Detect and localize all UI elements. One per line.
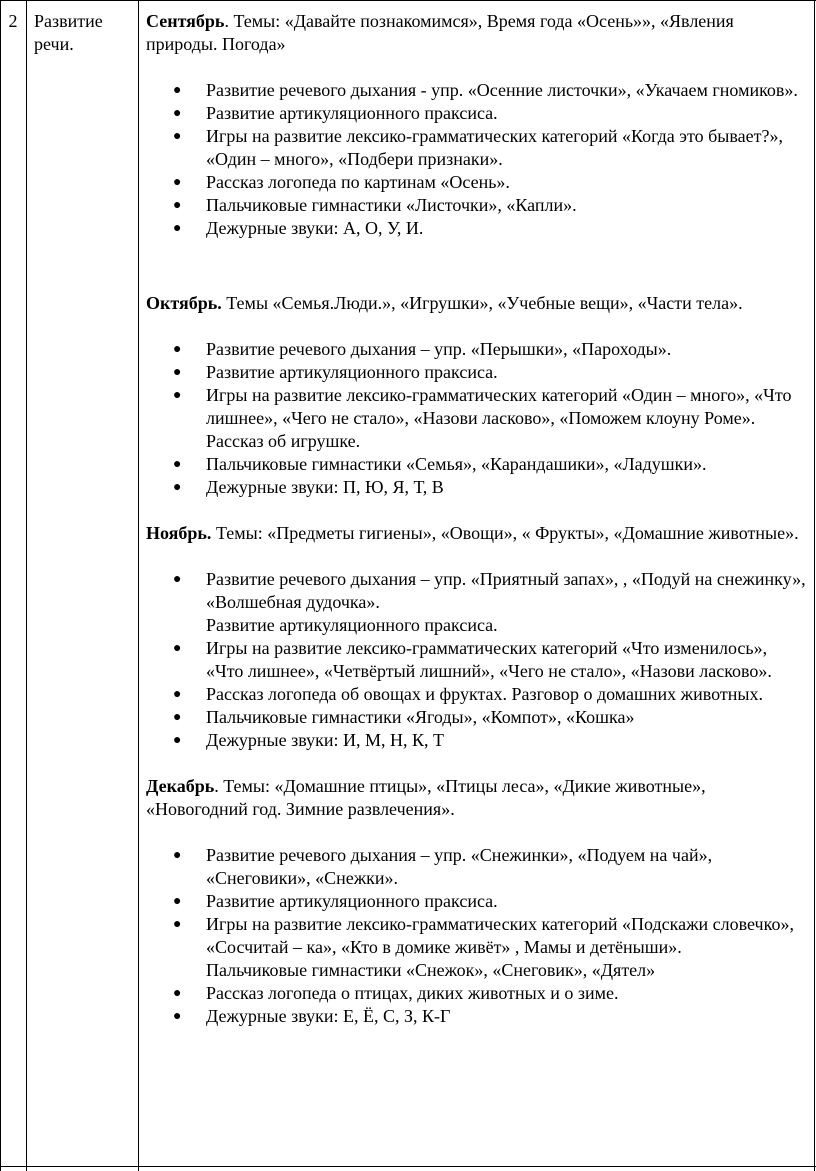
list-item: ● Рассказ логопеда об овощах и фруктах. Разговор о домашних животных. xyxy=(173,684,763,704)
row-number: 2 xyxy=(8,11,18,31)
column-divider-1 xyxy=(26,0,27,1171)
list-item: ● Дежурные звуки: А, О, У, И. xyxy=(173,218,424,238)
table-border-bottom xyxy=(0,1166,816,1167)
bullet-icon: ● xyxy=(173,457,182,472)
bullet-icon: ● xyxy=(173,917,182,932)
list-item: ● Дежурные звуки: П, Ю, Я, Т, В xyxy=(173,477,444,497)
bullet-icon: ● xyxy=(173,986,182,1001)
list-item: ● Развитие артикуляционного праксиса. xyxy=(173,891,498,911)
bullet-icon: ● xyxy=(173,641,182,656)
list-item: ● Пальчиковые гимнастики «Листочки», «Капли». xyxy=(173,195,577,215)
activity-list-october xyxy=(146,338,808,499)
bullet-icon: ● xyxy=(173,221,182,236)
list-item: ● Игры на развитие лексико-грамматических категорий «Один – много», «Что лишнее», «Чего не стало», «Назови ласково», «Поможем клоуну Роме». Рассказ об игрушке. xyxy=(173,385,792,451)
subject-cell: Развитие речи. xyxy=(34,11,103,54)
activity-list-september xyxy=(146,79,808,240)
list-item: ● Развитие артикуляционного праксиса. xyxy=(173,362,498,382)
bullet-icon: ● xyxy=(173,480,182,495)
bullet-icon: ● xyxy=(173,894,182,909)
bullet-icon: ● xyxy=(173,848,182,863)
bullet-icon: ● xyxy=(173,175,182,190)
topics-text: Темы: «Предметы гигиены», «Овощи», « Фрукты», «Домашние животные». xyxy=(211,523,799,543)
column-divider-2 xyxy=(138,0,139,1171)
list-item: ● Дежурные звуки: И, М, Н, К, Т xyxy=(173,730,445,750)
topics-text: . Темы: «Домашние птицы», «Птицы леса», «Дикие животные», «Новогодний год. Зимние развлечения». xyxy=(146,776,706,819)
list-item: ● Развитие речевого дыхания – упр. «Приятный запах», , «Подуй на снежинку», «Волшебная дудочка». xyxy=(173,569,806,612)
month-label: Сентябрь xyxy=(146,11,225,31)
bullet-icon: ● xyxy=(173,687,182,702)
section-header-december xyxy=(146,775,808,821)
section-header-september xyxy=(146,10,808,56)
list-item: ● Рассказ логопеда о птицах, диких животных и о зиме. xyxy=(173,983,619,1003)
list-item: ● Развитие речевого дыхания – упр. «Снежинки», «Подуем на чай», «Снеговики», «Снежки». xyxy=(173,845,713,888)
table-border-left xyxy=(0,0,1,1171)
list-item: ● Игры на развитие лексико-грамматических категорий «Когда это бывает?», «Один – много», «Подбери признаки». xyxy=(173,126,783,169)
bullet-icon: ● xyxy=(173,83,182,98)
list-item: ● Игры на развитие лексико-грамматических категорий «Подскажи словечко», «Сосчитай – ка», «Кто в домике живёт» , Мамы и детёныши». xyxy=(173,914,794,957)
month-label: Октябрь. xyxy=(146,293,222,313)
table-border-right xyxy=(814,0,815,1171)
bullet-icon: ● xyxy=(173,1009,182,1024)
bullet-icon: ● xyxy=(173,388,182,403)
bullet-icon: ● xyxy=(173,106,182,121)
list-item: ● Дежурные звуки: Е, Ё, С, З, К-Г xyxy=(173,1006,451,1026)
bullet-icon: ● xyxy=(173,129,182,144)
activity-list-november xyxy=(146,568,808,752)
bullet-icon: ● xyxy=(173,342,182,357)
section-header-november xyxy=(146,522,808,545)
list-item: ● Рассказ логопеда по картинам «Осень». xyxy=(173,172,510,192)
list-item: ● Развитие артикуляционного праксиса. xyxy=(173,103,498,123)
topics-text: Темы «Семья.Люди.», «Игрушки», «Учебные вещи», «Части тела». xyxy=(221,293,743,313)
activity-list-december xyxy=(146,844,808,1028)
content-cell xyxy=(146,0,808,1028)
month-label: Ноябрь. xyxy=(146,523,212,543)
list-item: ● Игры на развитие лексико-грамматических категорий «Что изменилось», «Что лишнее», «Четвёртый лишний», «Чего не стало», «Назови ласково». xyxy=(173,638,772,681)
list-item: ● Развитие речевого дыхания - упр. «Осенние листочки», «Укачаем гномиков». xyxy=(173,80,798,100)
bullet-icon: ● xyxy=(173,733,182,748)
list-item-continuation: Пальчиковые гимнастики «Снежок», «Снеговик», «Дятел» xyxy=(206,960,656,980)
month-label: Декабрь xyxy=(146,776,215,796)
list-item: ● Развитие речевого дыхания – упр. «Перышки», «Пароходы». xyxy=(173,339,672,359)
section-header-october xyxy=(146,292,808,315)
list-item-continuation: Развитие артикуляционного праксиса. xyxy=(206,615,498,635)
bullet-icon: ● xyxy=(173,710,182,725)
list-item: ● Пальчиковые гимнастики «Ягоды», «Компот», «Кошка» xyxy=(173,707,635,727)
bullet-icon: ● xyxy=(173,365,182,380)
topics-text: . Темы: «Давайте познакомимся», Время года «Осень»», «Явления природы. Погода» xyxy=(146,11,734,54)
bullet-icon: ● xyxy=(173,198,182,213)
list-item: ● Пальчиковые гимнастики «Семья», «Карандашики», «Ладушки». xyxy=(173,454,707,474)
bullet-icon: ● xyxy=(173,572,182,587)
